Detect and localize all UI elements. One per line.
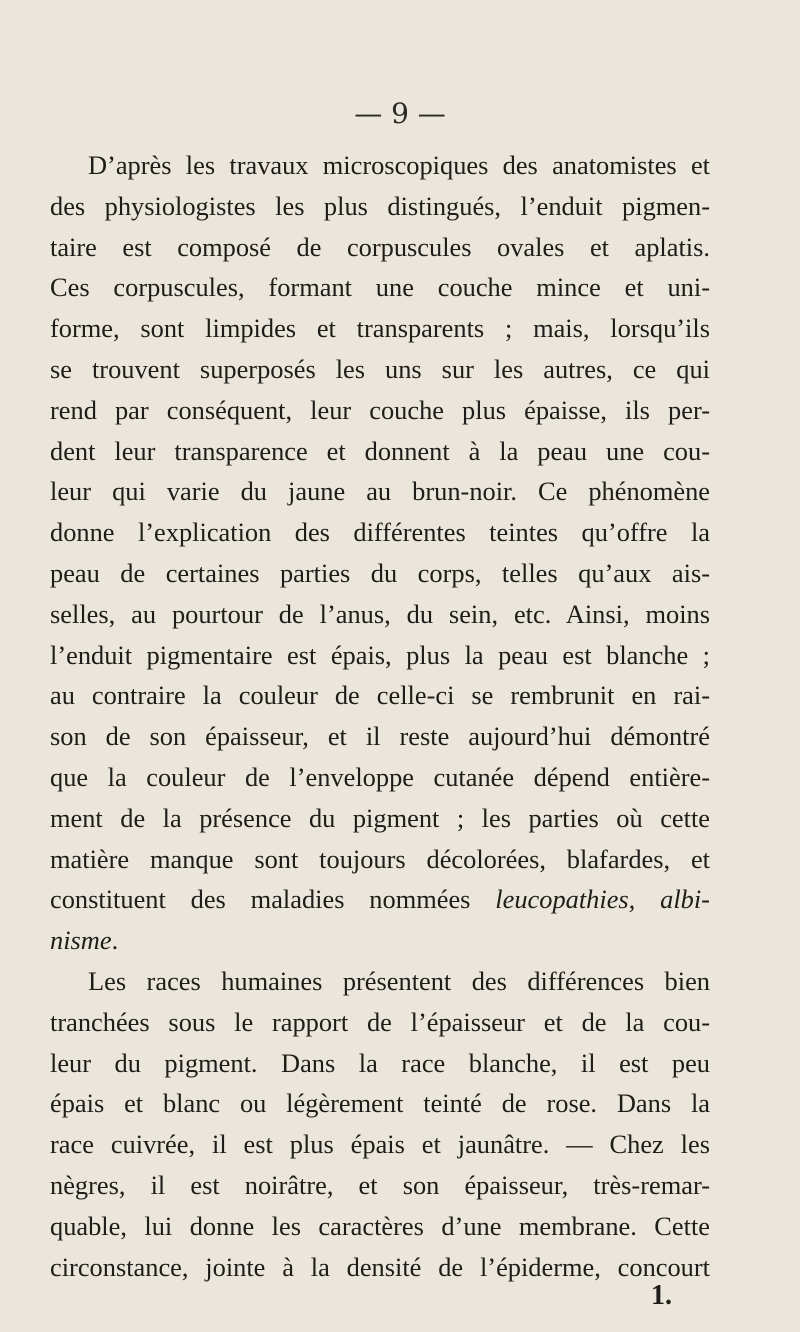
text-line: épais et blanc ou légèrement teinté de rose. Dans la bbox=[50, 1088, 710, 1119]
signature-mark: 1. bbox=[651, 1280, 672, 1311]
text-line: peau de certaines parties du corps, telles qu’aux ais- bbox=[50, 557, 710, 588]
text-line: au contraire la couleur de celle-ci se rembrunit en rai- bbox=[50, 680, 710, 711]
text-line: ment de la présence du pigment ; les parties où cette bbox=[50, 802, 710, 833]
text-line: taire est composé de corpuscules ovales et aplatis. bbox=[50, 231, 710, 262]
text-line: l’enduit pigmentaire est épais, plus la peau est blanche ; bbox=[50, 639, 710, 670]
body-text bbox=[50, 145, 710, 1287]
text-line: leur qui varie du jaune au brun-noir. Ce phénomène bbox=[50, 476, 710, 507]
text-line: nègres, il est noirâtre, et son épaisseur, très-remar- bbox=[50, 1169, 710, 1200]
text-line: se trouvent superposés les uns sur les autres, ce qui bbox=[50, 353, 710, 384]
text-line: que la couleur de l’enveloppe cutanée dépend entière- bbox=[50, 761, 710, 792]
text-line: donne l’explication des différentes teintes qu’offre la bbox=[50, 517, 710, 548]
text-line: circonstance, jointe à la densité de l’épiderme, concourt bbox=[50, 1251, 710, 1282]
text-fragment: . bbox=[111, 925, 119, 956]
text-line: quable, lui donne les caractères d’une membrane. Cette bbox=[50, 1210, 710, 1241]
italic-term-albinisme-start: albi- bbox=[660, 884, 710, 915]
text-line: dent leur transparence et donnent à la peau une cou- bbox=[50, 435, 710, 466]
text-line: matière manque sont toujours décolorées, blafardes, et bbox=[50, 843, 710, 874]
text-line: D’après les travaux microscopiques des anatomistes et bbox=[88, 150, 710, 180]
text-fragment: constituent des maladies nommées bbox=[50, 884, 471, 915]
text-line: rend par conséquent, leur couche plus épaisse, ils per- bbox=[50, 394, 710, 425]
text-line: des physiologistes les plus distingués, l’enduit pigmen- bbox=[50, 190, 710, 221]
paragraph-pigment-structure bbox=[50, 145, 710, 961]
italic-term-leucopathies: leucopathies, bbox=[495, 884, 636, 915]
text-line: selles, au pourtour de l’anus, du sein, etc. Ainsi, moins bbox=[50, 598, 710, 629]
paragraph-human-races bbox=[50, 961, 710, 1287]
text-line-with-italics bbox=[50, 879, 710, 920]
text-line: Ces corpuscules, formant une couche mince et uni- bbox=[50, 272, 710, 303]
text-line: race cuivrée, il est plus épais et jaunâtre. — Chez les bbox=[50, 1129, 710, 1160]
text-line-last bbox=[50, 920, 710, 961]
page-number: — 9 — bbox=[354, 97, 446, 130]
text-line: Les races humaines présentent des différences bien bbox=[88, 965, 710, 996]
text-line: leur du pigment. Dans la race blanche, il est peu bbox=[50, 1047, 710, 1078]
text-line: son de son épaisseur, et il reste aujourd’hui démontré bbox=[50, 721, 710, 752]
italic-term-albinisme-end: nisme bbox=[50, 925, 112, 956]
text-line: tranchées sous le rapport de l’épaisseur et de la cou- bbox=[50, 1006, 710, 1037]
text-line: forme, sont limpides et transparents ; mais, lorsqu’ils bbox=[50, 313, 710, 344]
